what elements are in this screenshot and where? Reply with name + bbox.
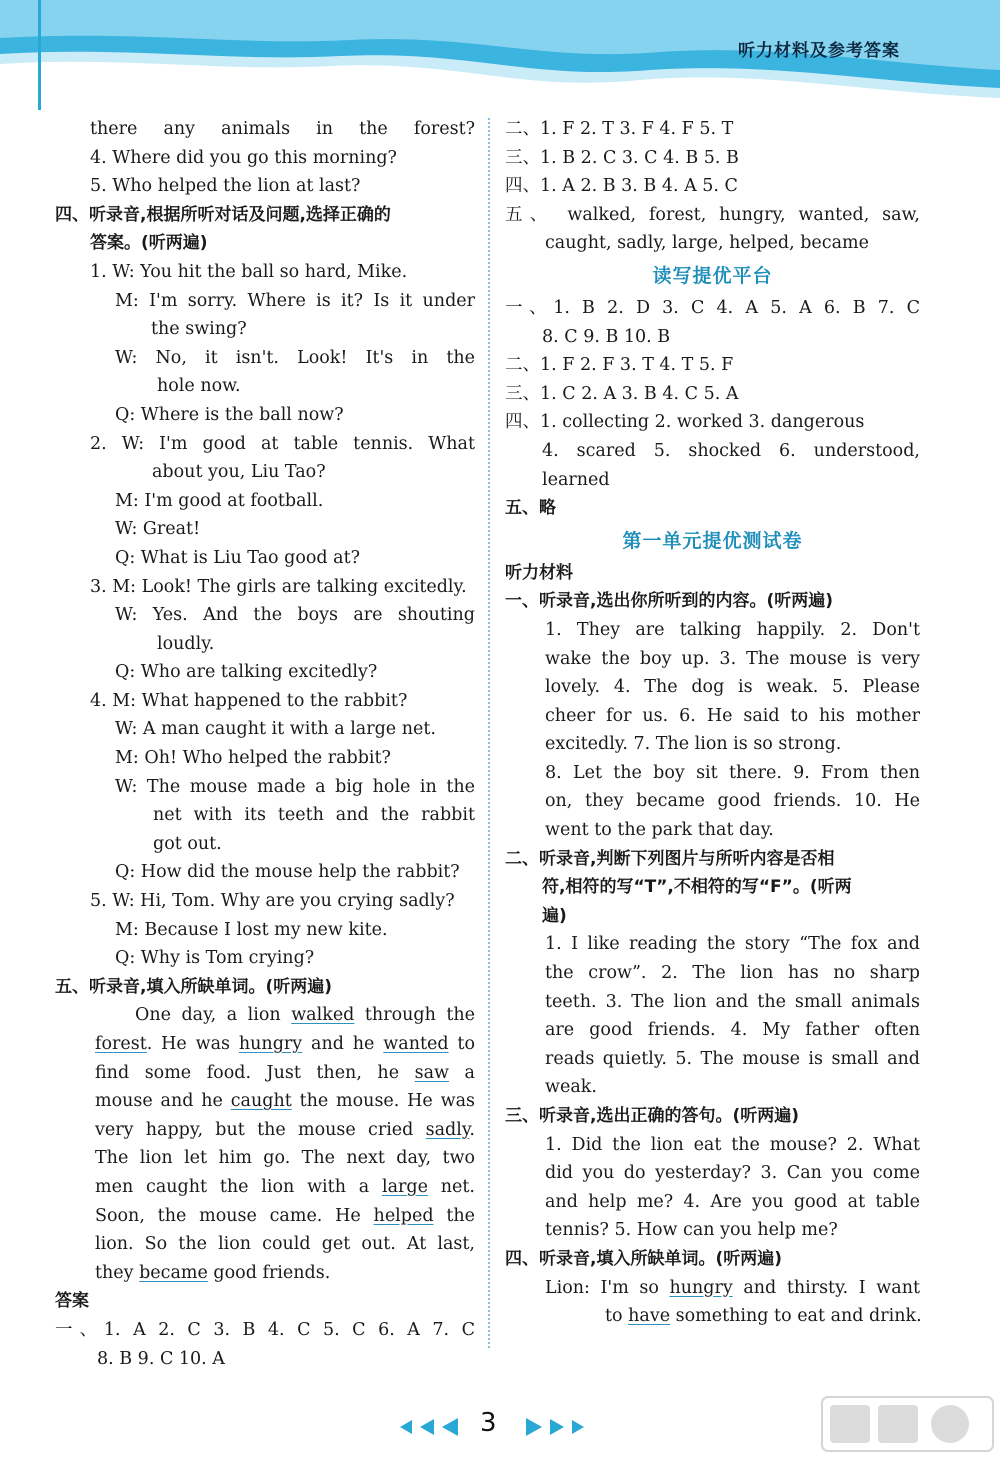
text-line: Q: Who are talking excitedly? [115,662,378,683]
text-line: they became good friends. [95,1262,331,1283]
text-line: 8. Let the boy sit there. 9. From then [545,762,920,783]
text-line: 一、听录音,选出你所听到的内容。(听两遍) [505,591,833,612]
text-line: M: Because I lost my new kite. [115,919,388,940]
text-line: are good friends. 4. My father often [545,1020,920,1041]
fill-in-answer: helped [373,1205,434,1226]
text-line: W: The mouse made a big hole in the [115,776,475,797]
text-line: 答案。(听两遍) [90,233,208,254]
fill-in-answer: became [139,1262,208,1283]
text-line: 二、1. F 2. T 3. F 4. F 5. T [505,119,734,139]
fill-in-answer: caught [230,1091,292,1112]
text-line: W: Yes. And the boys are shouting [115,605,475,626]
text-line: 8. C 9. B 10. B [542,326,671,347]
right-column [505,115,920,1331]
section-title: 读写提优平台 [652,264,773,287]
text-line: 8. B 9. C 10. A [97,1348,225,1369]
text-line: 1. I like reading the story “The fox and [545,934,920,955]
text-line: tennis? 5. How can you help me? [545,1220,838,1241]
text-line: mouse and he caught the mouse. He was [95,1091,475,1112]
fill-in-answer: forest [95,1034,147,1054]
fill-in-answer: have [628,1306,671,1327]
text-line: the crow”. 2. The lion has no sharp [545,963,920,984]
text-line: M: I'm good at football. [115,490,324,511]
text-line: the swing? [151,319,247,340]
fill-in-answer: sadly [425,1119,470,1140]
text-line: 二、1. F 2. F 3. T 4. T 5. F [505,355,734,376]
text-line: teeth. 3. The lion and the small animals [545,991,920,1012]
left-column [55,115,475,1373]
text-line: 2. W: I'm good at table tennis. What [90,433,475,454]
text-line: forest. He was hungry and he wanted to [95,1034,475,1054]
text-line: reads quietly. 5. The mouse is small and [545,1048,920,1069]
text-line: Lion: I'm so hungry and thirsty. I want [545,1277,920,1298]
text-line: Q: How did the mouse help the rabbit? [115,862,460,883]
text-line: W: Great! [115,519,201,540]
text-line: 5. W: Hi, Tom. Why are you crying sadly? [90,891,455,912]
text-line: 二、听录音,判断下列图片与所听内容是否相 [505,848,835,869]
text-line: Soon, the mouse came. He helped the [95,1205,475,1226]
text-line: 1. W: You hit the ball so hard, Mike. [90,261,408,282]
text-line: excitedly. 7. The lion is so strong. [545,734,842,755]
prev-arrow-icon [400,1420,412,1434]
text-line: wake the boy up. 3. The mouse is very [545,648,920,669]
text-line: 四、1. A 2. B 3. B 4. A 5. C [505,176,738,197]
text-line: 三、1. C 2. A 3. B 4. C 5. A [505,383,739,404]
fill-in-answer: saw [414,1062,450,1083]
text-line: weak. [545,1077,597,1098]
fill-in-answer: wanted [383,1034,449,1054]
text-line: lovely. 4. The dog is weak. 5. Please [545,677,920,698]
text-line: 一、1. A 2. C 3. B 4. C 5. C 6. A 7. C [55,1319,475,1340]
text-line: 听力材料 [505,562,573,583]
fill-in-answer: walked [291,1005,355,1026]
text-line: on, they became good friends. 10. He [545,791,920,812]
text-line: there any animals in the forest? [90,119,475,139]
text-line: 三、听录音,选出正确的答句。(听两遍) [505,1106,799,1126]
next-arrow-icon [550,1419,564,1435]
text-line: lion. So the lion could get out. At last, [95,1234,475,1255]
text-line: 3. M: Look! The girls are talking excitedly. [90,576,467,597]
text-line: 4. M: What happened to the rabbit? [90,690,408,711]
text-line: about you, Liu Tao? [152,462,326,483]
text-line: Q: What is Liu Tao good at? [115,547,361,568]
header-title: 听力材料及参考答案 [738,41,900,61]
fill-in-answer: hungry [669,1277,733,1298]
text-line: 三、1. B 2. C 3. C 4. B 5. B [505,147,739,168]
page-number: 3 [480,1408,497,1438]
text-line: find some food. Just then, he saw a [95,1062,475,1083]
text-line: loudly. [157,633,215,654]
text-line: hole now. [157,376,241,397]
next-arrow-icon [572,1420,584,1434]
text-line: One day, a lion walked through the [135,1005,476,1026]
text-line: to have something to eat and drink. [605,1306,922,1327]
text-line: 1. They are talking happily. 2. Don't [545,619,920,640]
text-line: W: A man caught it with a large net. [115,719,436,740]
text-line: got out. [153,833,222,854]
fill-in-answer: hungry [238,1034,303,1054]
text-line: 答案 [55,1291,89,1312]
text-line: M: I'm sorry. Where is it? Is it under [115,290,475,311]
text-line: 一、1. B 2. D 3. C 4. A 5. A 6. B 7. C [505,297,920,318]
next-arrow-icon [526,1418,542,1436]
text-line: Q: Why is Tom crying? [115,948,315,969]
prev-arrow-icon [442,1418,458,1436]
text-line: 遍) [542,905,567,926]
column-divider [488,118,490,1348]
text-line: W: No, it isn't. Look! It's in the [115,347,475,368]
text-line: Q: Where is the ball now? [115,404,344,425]
text-line: 4. Where did you go this morning? [90,147,397,168]
fill-in-answer: large [382,1176,428,1197]
text-line: 符,相符的写“T”,不相符的写“F”。(听两 [542,877,852,898]
prev-arrow-icon [420,1419,434,1435]
text-line: learned [542,469,610,490]
text-line: went to the park that day. [545,820,774,841]
text-line: The lion let him go. The next day, two [95,1148,475,1169]
text-line: and help me? 4. Are you good at table [545,1191,920,1212]
text-line: M: Oh! Who helped the rabbit? [115,748,391,769]
text-line: 五、听录音,填入所缺单词。(听两遍) [55,976,332,997]
text-line: 四、听录音,填入所缺单词。(听两遍) [505,1248,782,1269]
text-line: 四、听录音,根据所听对话及问题,选择正确的 [55,204,391,225]
text-line: caught, sadly, large, helped, became [545,233,869,254]
text-line: cheer for us. 6. He said to his mother [545,705,920,726]
text-line: men caught the lion with a large net. [95,1176,475,1197]
text-line: 5. Who helped the lion at last? [90,176,361,197]
watermark-logo [820,1395,995,1453]
text-line: did you do yesterday? 3. Can you come [545,1163,920,1184]
text-line: 4. scared 5. shocked 6. understood, [542,440,920,461]
section-title: 第一单元提优测试卷 [622,529,803,552]
text-line: 1. Did the lion eat the mouse? 2. What [545,1134,920,1155]
text-line: 五、略 [505,498,556,519]
text-line: net with its teeth and the rabbit [153,805,475,826]
text-line: 五、 walked, forest, hungry, wanted, saw, [505,204,920,225]
text-line: 四、1. collecting 2. worked 3. dangerous [505,412,865,433]
text-line: very happy, but the mouse cried sadly. [95,1119,475,1140]
